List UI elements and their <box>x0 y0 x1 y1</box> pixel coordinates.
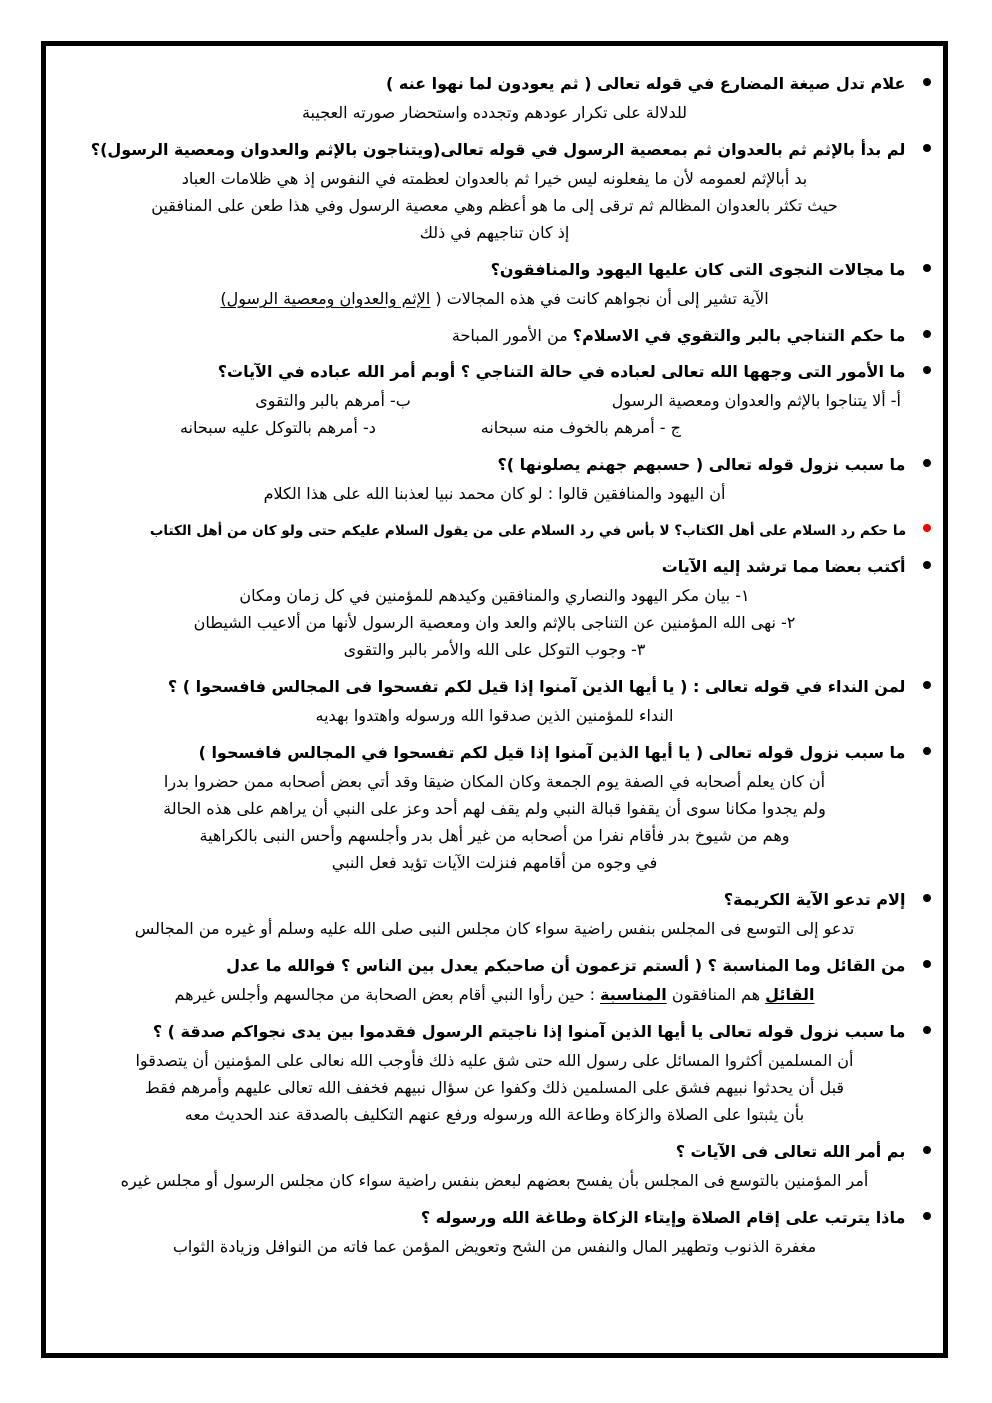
bullet-icon <box>923 1146 931 1154</box>
question-text: لمن النداء في قوله تعالى : ( يا أيها الذين آمنوا إذا قيل لكم تفسحوا فى المجالس فافسحوا ) ؟ <box>167 677 906 696</box>
bullet-icon <box>923 561 931 569</box>
answer-line: بد أبالإثم لعمومه لأن ما يفعلونه ليس خيرا ثم بالعدوان لعظمته في النفوس إذ هي ظلامات العباد <box>181 169 808 188</box>
option-b: ب- أمرهم بالبر والتقوى <box>255 391 411 410</box>
answer-line: إذ كان تناجيهم في ذلك <box>419 223 570 242</box>
underlined-answer-text: الإثم والعدوان ومعصية الرسول) <box>220 289 431 308</box>
question-text: ماذا يترتب على إقام الصلاة وإيتاء الزكاة وطاغة الله ورسوله ؟ <box>420 1208 906 1227</box>
option-d: د- أمرهم بالتوكل عليه سبحانه <box>179 418 376 437</box>
bullet-icon <box>923 330 931 338</box>
question-text: من القائل وما المناسبة ؟ ( ألستم تزعمون أن صاحبكم يعدل بين الناس ؟ فوالله ما عدل <box>226 956 906 975</box>
option-c: ج - أمرهم بالخوف منه سبحانه <box>480 418 681 437</box>
answer-najwa-fields <box>58 285 931 312</box>
question-text: بم أمر الله تعالى فى الآيات ؟ <box>675 1142 906 1161</box>
question-tafassahu-revelation <box>58 741 931 765</box>
answer-allah-command <box>58 1167 931 1194</box>
question-speaker-occasion <box>58 954 931 978</box>
page-frame <box>41 41 948 1358</box>
list-item: ٣- وجوب التوكل على الله والأمر بالبر والتقوى <box>343 640 646 659</box>
underlined-label-speaker: القائل <box>765 985 815 1004</box>
answer-line <box>175 985 815 1004</box>
answer-tafassahu-revelation <box>58 768 931 876</box>
question-text: إلام تدعو الآية الكريمة؟ <box>723 890 906 909</box>
answer-line: للدلالة على تكرار عودهم وتجدده واستحضار صورته العجيبة <box>301 103 688 122</box>
answer-text: الآية تشير إلى أن نجواهم كانت في هذه المجالات ( <box>430 289 769 308</box>
question-text: ما سبب نزول قوله تعالى ( حسبهم جهنم يصلونها )؟ <box>497 455 906 474</box>
question-guidance-matters <box>58 360 931 384</box>
question-text: ما الأمور التى وجهها الله تعالى لعباده في حالة التناجي ؟ أوبم أمر الله عباده في الآيات؟ <box>217 362 906 381</box>
answer-text: : حين رأوا النبي أقام بعض الصحابة من مجالسهم وأجلس غيرهم <box>174 985 601 1004</box>
question-salam-reply <box>58 519 931 543</box>
underlined-label-occasion: المناسبة <box>600 985 667 1004</box>
bullet-icon <box>923 78 931 86</box>
bullet-icon <box>923 459 931 467</box>
question-ithm-order <box>58 138 931 162</box>
bullet-icon <box>923 1026 931 1034</box>
answer-mudari-form <box>58 99 931 126</box>
bullet-icon <box>923 681 931 689</box>
answer-line: وهم من شيوخ بدر فأقام نفرا من أصحابه من غير أهل بدر وأجلسهم وأحس النبى بالكراهية <box>199 826 790 845</box>
list-item: ١- بيان مكر اليهود والنصاري والمنافقين وكيدهم للمؤمنين في كل زمان ومكان <box>239 586 750 605</box>
answer-nidaa-addressee <box>58 702 931 729</box>
list-item: ٢- نهى الله المؤمنين عن التناجى بالإثم والعد وان ومعصية الرسول لأنها من ألاعيب الشيطان <box>193 613 796 632</box>
answer-line: تدعو إلى التوسع فى المجلس بنفس راضية سواء كان مجلس النبى صلى الله عليه وسلم أو غيره من المجالس <box>134 919 855 938</box>
question-text: ما حكم رد السلام على أهل الكتاب؟ <box>674 523 907 539</box>
question-nidaa-addressee <box>58 675 931 699</box>
answer-options-grid <box>58 387 931 441</box>
question-jahannam-revelation <box>58 453 931 477</box>
inline-answer-text: من الأمور المباحة <box>451 326 573 345</box>
answer-line: أن اليهود والمنافقين قالوا : لو كان محمد نبيا لعذبنا الله على هذا الكلام <box>263 484 726 503</box>
bullet-icon <box>923 264 931 272</box>
question-mudari-form <box>58 72 931 96</box>
question-text: علام تدل صيغة المضارع في قوله تعالى ( ثم يعودون لما نهوا عنه ) <box>386 74 906 93</box>
answer-text: هم المنافقون <box>666 985 766 1004</box>
bullet-icon <box>923 144 931 152</box>
answer-line: في وجوه من أقامهم فنزلت الآيات تؤيد فعل النبي <box>331 853 658 872</box>
question-salah-zakah-result <box>58 1206 931 1230</box>
question-text: ما سبب نزول قوله تعالى ( يا أيها الذين آمنوا إذا قيل لكم تفسحوا في المجالس فافسحوا ) <box>198 743 906 762</box>
answer-ithm-order <box>58 165 931 246</box>
question-sadaqa-revelation <box>58 1020 931 1044</box>
bullet-icon <box>923 366 931 374</box>
red-bullet-icon <box>923 524 931 532</box>
question-aya-calls-to <box>58 888 931 912</box>
question-text: أكتب بعضا مما ترشد إليه الآيات <box>661 557 906 576</box>
answer-line: حيث تكثر بالعدوان المظالم ثم ترقى إلى ما هو أعظم وهي معصية الرسول وفي هذا طعن على المنافقين <box>151 196 838 215</box>
inline-answer-text: لا بأس في رد السلام على من يقول السلام عليكم حتى ولو كان من أهل الكتاب <box>149 523 675 539</box>
question-najwa-fields <box>58 258 931 282</box>
question-text: لم بدأ بالإثم ثم بالعدوان ثم بمعصية الرسول في قوله تعالى(ويتناجون بالإثم والعدوان ومعصية الرسول)؟ <box>90 140 906 159</box>
question-allah-command <box>58 1140 931 1164</box>
answer-jahannam-revelation <box>58 480 931 507</box>
bullet-icon <box>923 747 931 755</box>
answer-ayat-guidance-list <box>58 582 931 663</box>
question-text: ما حكم التناجي بالبر والتقوي في الاسلام؟ <box>572 326 906 345</box>
question-text: ما مجالات النجوى التى كان عليها اليهود والمنافقون؟ <box>490 260 906 279</box>
answer-speaker-occasion <box>58 981 931 1008</box>
question-text: ما سبب نزول قوله تعالى يا أيها الذين آمنوا إذا ناجيتم الرسول فقدموا بين يدى نجواكم صدقة ) ؟ <box>152 1022 906 1041</box>
answer-line <box>220 289 768 308</box>
option-a: أ- ألا يتناجوا بالإثم والعدوان ومعصية الرسول <box>611 391 901 410</box>
bullet-icon <box>923 960 931 968</box>
answer-salah-zakah-result <box>58 1233 931 1260</box>
bullet-icon <box>923 1212 931 1220</box>
answer-aya-calls-to <box>58 915 931 942</box>
answer-line: ولم يجدوا مكانا سوى أن يقفوا قبالة النبي ولم يقف لهم أحد وعز على النبي أن يراهم على هذه الحالة <box>163 799 826 818</box>
bullet-icon <box>923 894 931 902</box>
answer-sadaqa-revelation <box>58 1047 931 1128</box>
answer-line: مغفرة الذنوب وتطهير المال والنفس من الشح وتعويض المؤمن عما فاته من النوافل وزيادة الثواب <box>172 1237 817 1256</box>
question-tanaji-ruling <box>58 324 931 348</box>
question-ayat-guidance-list <box>58 555 931 579</box>
answer-line: أن كان يعلم أصحابه في الصفة يوم الجمعة وكان المكان ضيقا وقد أتي بعض أصحابه ممن حضروا بدرا <box>163 772 826 791</box>
answer-line: أمر المؤمنين بالتوسع فى المجلس بأن يفسح بعضهم لبعض بنفس راضية سواء كان مجلس الرسول أو مجلس غيره <box>120 1171 869 1190</box>
answer-line: بأن يثبتوا على الصلاة والزكاة وطاعة الله ورسوله ورفع عنهم التكليف بالصدقة عند الحديث معه <box>184 1105 805 1124</box>
answer-line: أن المسلمين أكثروا المسائل على رسول الله حتى شق عليه ذلك فأوجب الله نعالى على المؤمنين أن يتصدقوا <box>135 1051 854 1070</box>
answer-line: قبل أن يحدثوا نبيهم فشق على المسلمين ذلك وكفوا عن سؤال نبيهم فخفف الله تعالى عليهم وأمرهم فقط <box>144 1078 845 1097</box>
answer-line: النداء للمؤمنين الذين صدقوا الله ورسوله واهتدوا بهديه <box>315 706 674 725</box>
